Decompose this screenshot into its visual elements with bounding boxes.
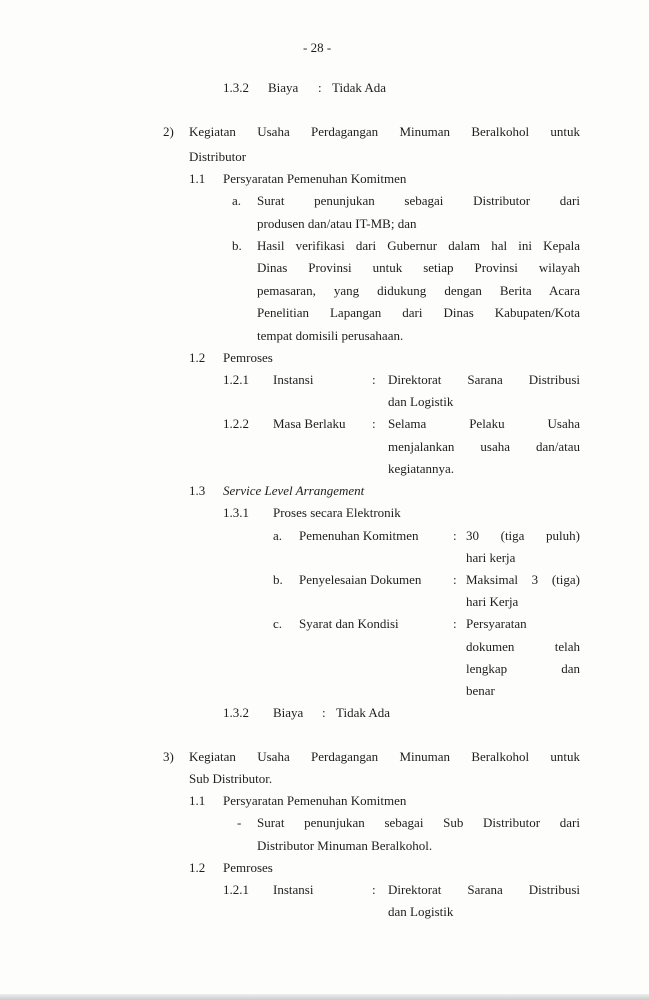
- list-marker: -: [237, 815, 242, 830]
- section-heading: Pemroses: [223, 860, 273, 875]
- list-text: tempat domisili perusahaan.: [257, 328, 404, 343]
- item-title: Kegiatan Usaha Perdagangan Minuman Beralkohol untuk: [189, 124, 580, 139]
- field-value: Maksimal 3 (tiga): [466, 572, 580, 587]
- item-number: 3): [163, 749, 174, 764]
- list-text: produsen dan/atau IT-MB; dan: [257, 216, 417, 231]
- field-value: benar: [466, 683, 495, 698]
- section-number: 1.1: [189, 793, 206, 808]
- field-value: hari Kerja: [466, 594, 519, 609]
- list-text: Surat penunjukan sebagai Sub Distributor dari: [257, 815, 580, 830]
- field-value: 30 (tiga puluh): [466, 528, 580, 543]
- list-marker: a.: [232, 193, 242, 208]
- field-value: Selama Pelaku Usaha: [388, 416, 580, 431]
- field-value: Direktorat Sarana Distribusi: [388, 372, 580, 387]
- section-heading: Service Level Arrangement: [223, 483, 365, 498]
- section-heading: Pemroses: [223, 350, 273, 365]
- section-number: 1.2.2: [223, 416, 249, 431]
- field-label: Syarat dan Kondisi: [299, 616, 399, 631]
- section-heading: Proses secara Elektronik: [273, 505, 401, 520]
- colon: :: [372, 416, 376, 431]
- field-label: Masa Berlaku: [273, 416, 346, 431]
- item-title-cont: Distributor: [189, 149, 247, 164]
- section-value: Tidak Ada: [332, 80, 387, 95]
- colon: :: [322, 705, 326, 720]
- field-label: Instansi: [273, 372, 314, 387]
- field-value: Tidak Ada: [336, 705, 391, 720]
- item-title-cont: Sub Distributor.: [189, 771, 273, 786]
- section-number: 1.2: [189, 350, 206, 365]
- section-number: 1.3.2: [223, 80, 249, 95]
- field-value: Persyaratan: [466, 616, 527, 631]
- page-number: - 28 -: [303, 40, 332, 55]
- colon: :: [453, 572, 457, 587]
- field-label: Penyelesaian Dokumen: [299, 572, 422, 587]
- section-number: 1.1: [189, 171, 206, 186]
- list-text: Distributor Minuman Beralkohol.: [257, 838, 433, 853]
- section-number: 1.3.1: [223, 505, 249, 520]
- field-value: kegiatannya.: [388, 461, 455, 476]
- colon: :: [453, 616, 457, 631]
- list-text: Surat penunjukan sebagai Distributor dari: [257, 193, 580, 208]
- field-label: Instansi: [273, 882, 314, 897]
- field-value: dan Logistik: [388, 394, 454, 409]
- field-value: Direktorat Sarana Distribusi: [388, 882, 580, 897]
- field-label: Pemenuhan Komitmen: [299, 528, 419, 543]
- list-text: Hasil verifikasi dari Gubernur dalam hal ini Kepala: [257, 238, 580, 253]
- section-number: 1.2.1: [223, 372, 249, 387]
- colon: :: [318, 80, 322, 95]
- section-label: Biaya: [268, 80, 299, 95]
- list-marker: a.: [273, 528, 283, 543]
- colon: :: [372, 882, 376, 897]
- item-number: 2): [163, 124, 174, 139]
- field-label: Biaya: [273, 705, 304, 720]
- section-heading: Persyaratan Pemenuhan Komitmen: [223, 171, 407, 186]
- section-heading: Persyaratan Pemenuhan Komitmen: [223, 793, 407, 808]
- list-text: Dinas Provinsi untuk setiap Provinsi wilayah: [257, 260, 580, 275]
- section-number: 1.2: [189, 860, 206, 875]
- section-number: 1.3.2: [223, 705, 249, 720]
- field-value: menjalankan usaha dan/atau: [388, 439, 580, 454]
- field-value: hari kerja: [466, 550, 516, 565]
- section-number: 1.2.1: [223, 882, 249, 897]
- colon: :: [453, 528, 457, 543]
- field-value: dan Logistik: [388, 904, 454, 919]
- list-marker: b.: [273, 572, 283, 587]
- list-text: Penelitian Lapangan dari Dinas Kabupaten/Kota: [257, 305, 580, 320]
- section-number: 1.3: [189, 483, 206, 498]
- list-text: pemasaran, yang didukung dengan Berita Acara: [257, 283, 580, 298]
- list-marker: c.: [273, 616, 283, 631]
- list-marker: b.: [232, 238, 242, 253]
- colon: :: [372, 372, 376, 387]
- item-title: Kegiatan Usaha Perdagangan Minuman Beralkohol untuk: [189, 749, 580, 764]
- field-value: lengkap dan: [466, 661, 580, 676]
- field-value: dokumen telah: [466, 639, 580, 654]
- page-edge: [0, 994, 649, 1000]
